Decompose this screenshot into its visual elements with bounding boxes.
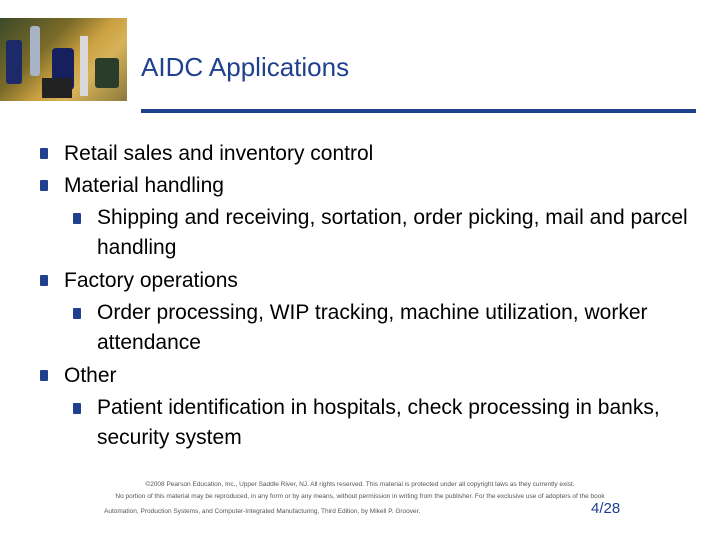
bullet-item <box>40 360 700 392</box>
sub-bullet-text: Shipping and receiving, sortation, order picking, mail and parcel handling <box>97 206 688 259</box>
bullet-item <box>40 138 700 170</box>
sub-bullet-item <box>40 298 700 358</box>
copyright-line: No portion of this material may be reproduced, in any form or by any means, without permission in writing from the publisher. For the exclusive use of adopters of the book <box>115 493 605 500</box>
bullet-item <box>40 265 700 297</box>
book-credit: Automation, Production Systems, and Computer-Integrated Manufacturing, Third Edition, by Mikell P. Groover. <box>104 508 421 515</box>
page-number: 4/28 <box>591 500 621 517</box>
sub-bullet-text: Order processing, WIP tracking, machine utilization, worker attendance <box>97 301 648 354</box>
square-bullet-icon <box>40 180 48 191</box>
square-bullet-icon <box>40 370 48 381</box>
sub-bullet-text: Patient identification in hospitals, check processing in banks, security system <box>97 396 660 449</box>
bullet-text: Material handling <box>64 174 224 197</box>
square-bullet-icon <box>73 403 81 414</box>
copyright-line: ©2008 Pearson Education, Inc., Upper Saddle River, NJ. All rights reserved. This material is protected under all copyright laws as they currently exist. <box>145 481 575 488</box>
title-underline <box>141 109 696 113</box>
slide-title: AIDC Applications <box>141 52 350 82</box>
sub-bullet-item <box>40 393 700 453</box>
square-bullet-icon <box>73 308 81 319</box>
bullet-text: Other <box>64 364 117 387</box>
bullet-item <box>40 170 700 202</box>
bullet-text: Retail sales and inventory control <box>64 142 374 165</box>
bullet-list <box>40 138 700 455</box>
square-bullet-icon <box>40 275 48 286</box>
bullet-text: Factory operations <box>64 269 238 292</box>
square-bullet-icon <box>73 213 81 224</box>
header-photo <box>0 18 127 101</box>
square-bullet-icon <box>40 148 48 159</box>
sub-bullet-item <box>40 203 700 263</box>
